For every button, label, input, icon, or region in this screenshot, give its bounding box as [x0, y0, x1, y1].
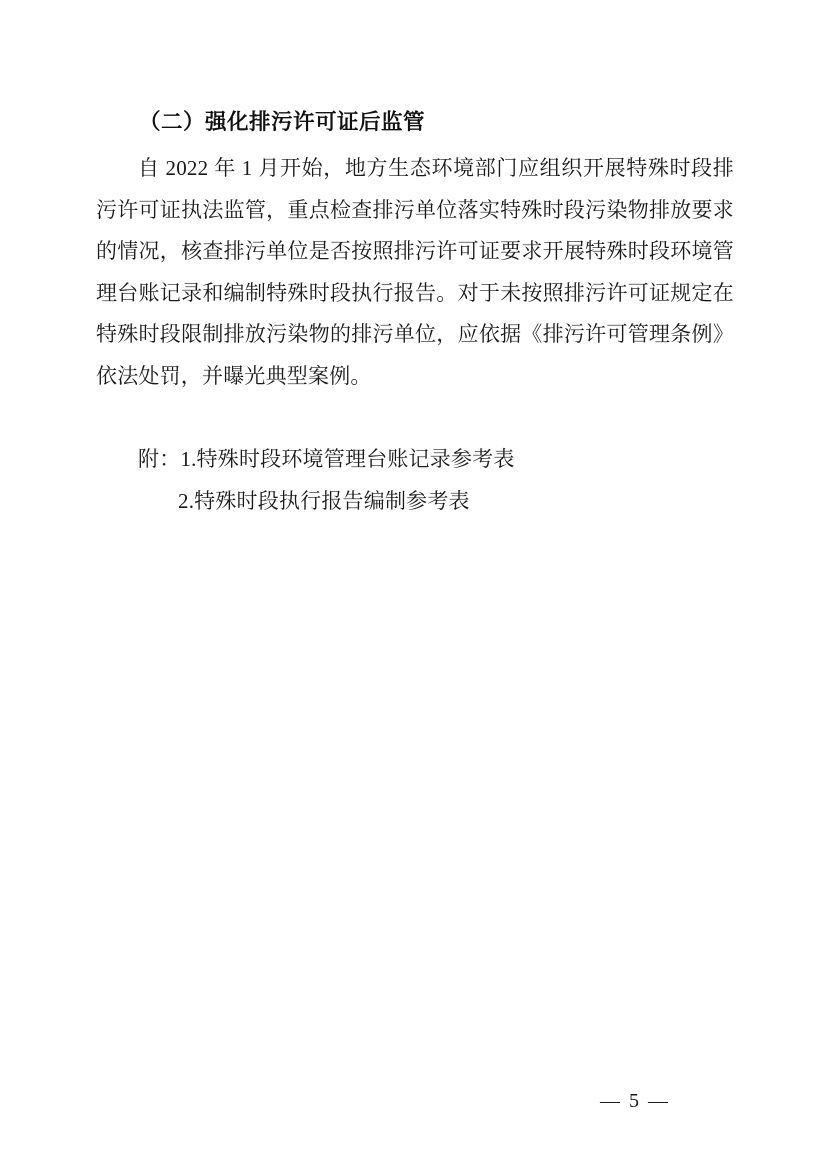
attachment-list: [96, 439, 734, 522]
page-number: — 5 —: [600, 1090, 670, 1112]
attachment-label: 附：: [138, 447, 181, 471]
attachment-item-1-text: 1.特殊时段环境管理台账记录参考表: [180, 447, 515, 471]
page-content: [96, 104, 734, 522]
section-heading: （二）强化排污许可证后监管: [139, 110, 426, 135]
attachment-item-2: 2.特殊时段执行报告编制参考表: [178, 488, 470, 513]
page-footer: [0, 1090, 826, 1113]
body-paragraph: 自 2022 年 1 月开始，地方生态环境部门应组织开展特殊时段排污许可证执法监管，重点检查排污单位落实特殊时段污染物排放要求的情况，核查排污单位是否按照排污许可证要求开展特殊时段环境管理台账记录和编制特殊时段执行报告。对于未按照排污许可证规定在特殊时段限制排放污染物的排污单位，应依据《排污许可管理条例》依法处罚，并曝光典型案例。: [96, 156, 734, 388]
attachment-item-1: [96, 439, 734, 481]
